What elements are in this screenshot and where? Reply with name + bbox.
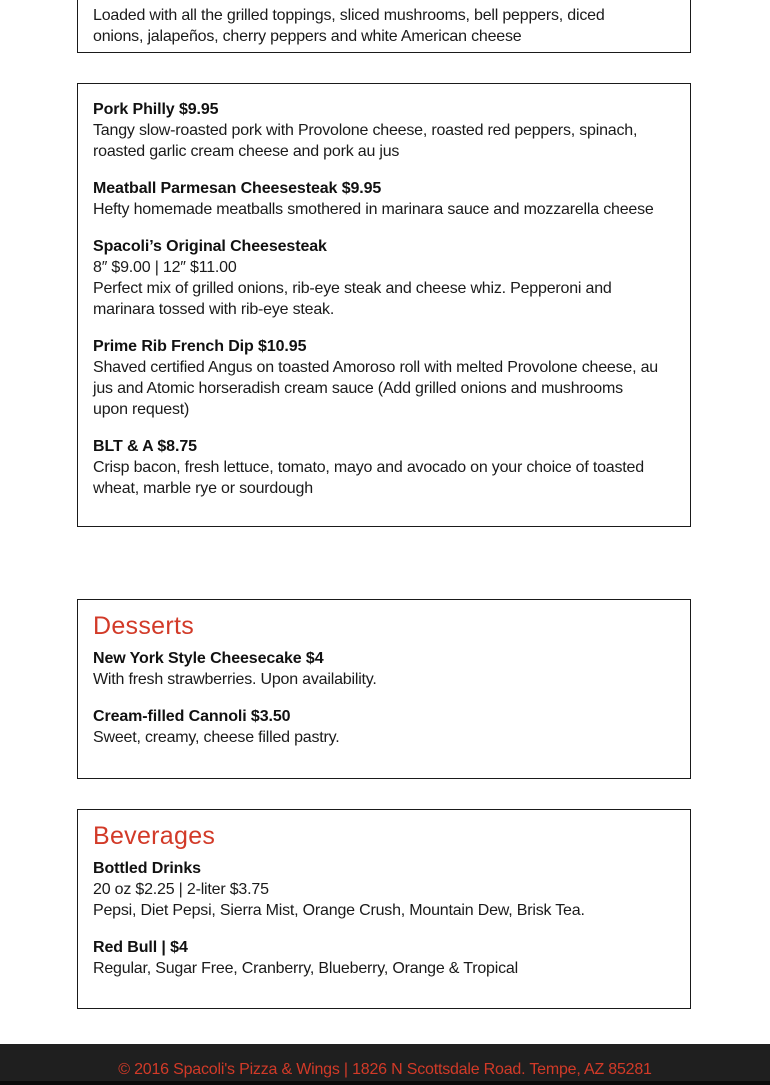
page-footer xyxy=(0,1044,770,1085)
section-heading-beverages: Beverages xyxy=(93,822,216,850)
menu-item-title: Spacoli’s Original Cheesesteak xyxy=(93,238,327,255)
menu-item-title: BLT & A $8.75 xyxy=(93,438,197,455)
description-line: jus and Atomic horseradish cream sauce (Add grilled onions and mushrooms xyxy=(93,380,623,397)
description-line: Crisp bacon, fresh lettuce, tomato, mayo and avocado on your choice of toasted xyxy=(93,459,644,476)
description-line: wheat, marble rye or sourdough xyxy=(93,480,313,497)
description-line: Regular, Sugar Free, Cranberry, Blueberry, Orange & Tropical xyxy=(93,960,518,977)
price-line: 20 oz $2.25 | 2-liter $3.75 xyxy=(93,881,269,898)
menu-item xyxy=(93,236,675,320)
menu-item-title: Prime Rib French Dip $10.95 xyxy=(93,338,307,355)
menu-item-title: Red Bull | $4 xyxy=(93,939,188,956)
item-description xyxy=(93,0,675,47)
desserts-box xyxy=(77,599,691,779)
menu-item-title: Meatball Parmesan Cheesesteak $9.95 xyxy=(93,180,382,197)
price-line: 8″ $9.00 | 12″ $11.00 xyxy=(93,259,237,276)
description-line: Shaved certified Angus on toasted Amoroso roll with melted Provolone cheese, au xyxy=(93,359,658,376)
description-line: Tangy slow-roasted pork with Provolone cheese, roasted red peppers, spinach, xyxy=(93,122,638,139)
menu-item xyxy=(93,336,675,420)
menu-item-title: Pork Philly $9.95 xyxy=(93,101,219,118)
menu-item xyxy=(93,858,675,921)
description-line: roasted garlic cream cheese and pork au jus xyxy=(93,143,400,160)
description-line: Sweet, creamy, cheese filled pastry. xyxy=(93,729,340,746)
description-line: Perfect mix of grilled onions, rib-eye steak and cheese whiz. Pepperoni and xyxy=(93,280,612,297)
description-line: onions, jalapeños, cherry peppers and white American cheese xyxy=(93,28,522,45)
menu-item-title: Cream-filled Cannoli $3.50 xyxy=(93,708,291,725)
menu-item xyxy=(93,178,675,220)
beverages-box xyxy=(77,809,691,1009)
menu-item xyxy=(93,937,675,979)
footer-copyright: © 2016 Spacoli's Pizza & Wings | 1826 N Scottsdale Road. Tempe, AZ 85281 xyxy=(118,1061,652,1078)
sandwiches-box xyxy=(77,83,691,527)
menu-item xyxy=(93,706,675,748)
menu-item-title: New York Style Cheesecake $4 xyxy=(93,650,324,667)
description-line: Loaded with all the grilled toppings, sliced mushrooms, bell peppers, diced xyxy=(93,7,605,24)
description-line: Hefty homemade meatballs smothered in marinara sauce and mozzarella cheese xyxy=(93,201,654,218)
menu-box-continued xyxy=(77,0,691,53)
section-heading-desserts: Desserts xyxy=(93,612,195,640)
menu-item xyxy=(93,99,675,162)
menu-item xyxy=(93,436,675,499)
description-line: marinara tossed with rib-eye steak. xyxy=(93,301,335,318)
description-line: upon request) xyxy=(93,401,190,418)
description-line: Pepsi, Diet Pepsi, Sierra Mist, Orange Crush, Mountain Dew, Brisk Tea. xyxy=(93,902,585,919)
menu-item-title: Bottled Drinks xyxy=(93,860,201,877)
description-line: With fresh strawberries. Upon availability. xyxy=(93,671,377,688)
menu-item xyxy=(93,648,675,690)
